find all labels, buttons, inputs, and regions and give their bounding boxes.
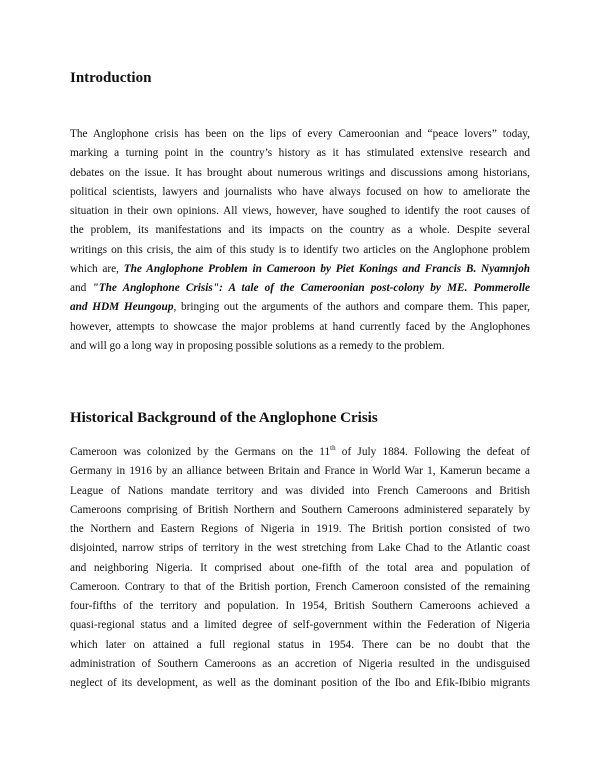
introduction-paragraph: [70, 125, 530, 356]
historical-background-paragraph: [70, 443, 530, 693]
article-title-pommerolle-cont: and HDM Heungoup: [70, 301, 174, 314]
text-line: the problem, its manifestations and its impacts on the country as a whole. Despite several: [70, 224, 530, 237]
text-run: of July 1884. Following the defeat of: [335, 446, 530, 458]
introduction-heading: Introduction: [70, 70, 152, 86]
text-line: the Northern and Eastern Regions of Nigeria in 1919. The British portion consisted of two: [70, 523, 530, 535]
text-run: which are,: [70, 262, 124, 275]
text-line: Cameroons comprising of British Northern and Southern Cameroons administered separately by: [70, 503, 530, 516]
text-line: neglect of its development, as well as the dominant position of the Ibo and Efik-Ibibio migrants: [70, 677, 530, 689]
text-line: [70, 443, 530, 462]
text-line: [70, 279, 530, 298]
text-run: Cameroon was colonized by the Germans on the 11: [70, 446, 331, 458]
text-line: [70, 260, 530, 279]
text-line: quasi-regional status and a limited degree of self-government within the Federation of Nigeria: [70, 619, 530, 632]
article-title-pommerolle: "The Anglophone Crisis": A tale of the Cameroonian post-colony by ME. Pommerolle: [92, 282, 530, 294]
text-line: disjointed, narrow strips of territory in the west stretching from Lake Chad to the Atlantic coast: [70, 542, 530, 555]
historical-background-heading: Historical Background of the Anglophone Crisis: [70, 410, 378, 426]
text-line: debates on the issue. It has brought about numerous writings and discussions among historians,: [70, 166, 530, 179]
text-line: and will go a long way in proposing possible solutions as a remedy to the problem.: [70, 339, 445, 352]
text-run: and: [70, 282, 93, 294]
ordinal-superscript: th: [330, 444, 336, 453]
text-line: writings on this crisis, the aim of this study is to identify two articles on the Anglophone problem: [70, 243, 530, 256]
text-line: League of Nations mandate territory and was divided into French Cameroons and British: [70, 484, 530, 497]
article-title-konings: The Anglophone Problem in Cameroon by Piet Konings and Francis B. Nyamnjoh: [123, 262, 530, 275]
text-line: [70, 298, 530, 317]
text-line: administration of Southern Cameroons as an accretion of Nigeria resulted in the undisguised: [70, 657, 530, 670]
text-line: marking a turning point in the country’s history as it has stimulated extensive research and: [70, 147, 530, 160]
text-line: Germany in 1916 by an alliance between Britain and France in World War 1, Kamerun became a: [70, 465, 530, 478]
text-line: however, attempts to showcase the major problems at hand currently faced by the Anglophones: [70, 320, 530, 333]
text-line: and neighboring Nigeria. It comprised about one-fifth of the total area and population of: [70, 561, 530, 574]
text-line: political scientists, lawyers and journalists who have always focused on how to ameliorate the: [70, 185, 530, 198]
text-line: The Anglophone crisis has been on the lips of every Cameroonian and “peace lovers” today,: [70, 128, 530, 140]
text-line: which later on attained a full regional status in 1954. There can be no doubt that the: [70, 638, 530, 651]
text-line: situation in their own opinions. All views, however, have soughed to identify the root causes of: [70, 205, 530, 217]
text-run: , bringing out the arguments of the authors and compare them. This paper,: [173, 301, 530, 314]
text-line: Cameroon. Contrary to that of the British portion, French Cameroon consisted of the remaining: [70, 580, 530, 593]
text-line: four-fifths of the territory and population. In 1954, British Southern Cameroons achieved a: [70, 600, 530, 612]
